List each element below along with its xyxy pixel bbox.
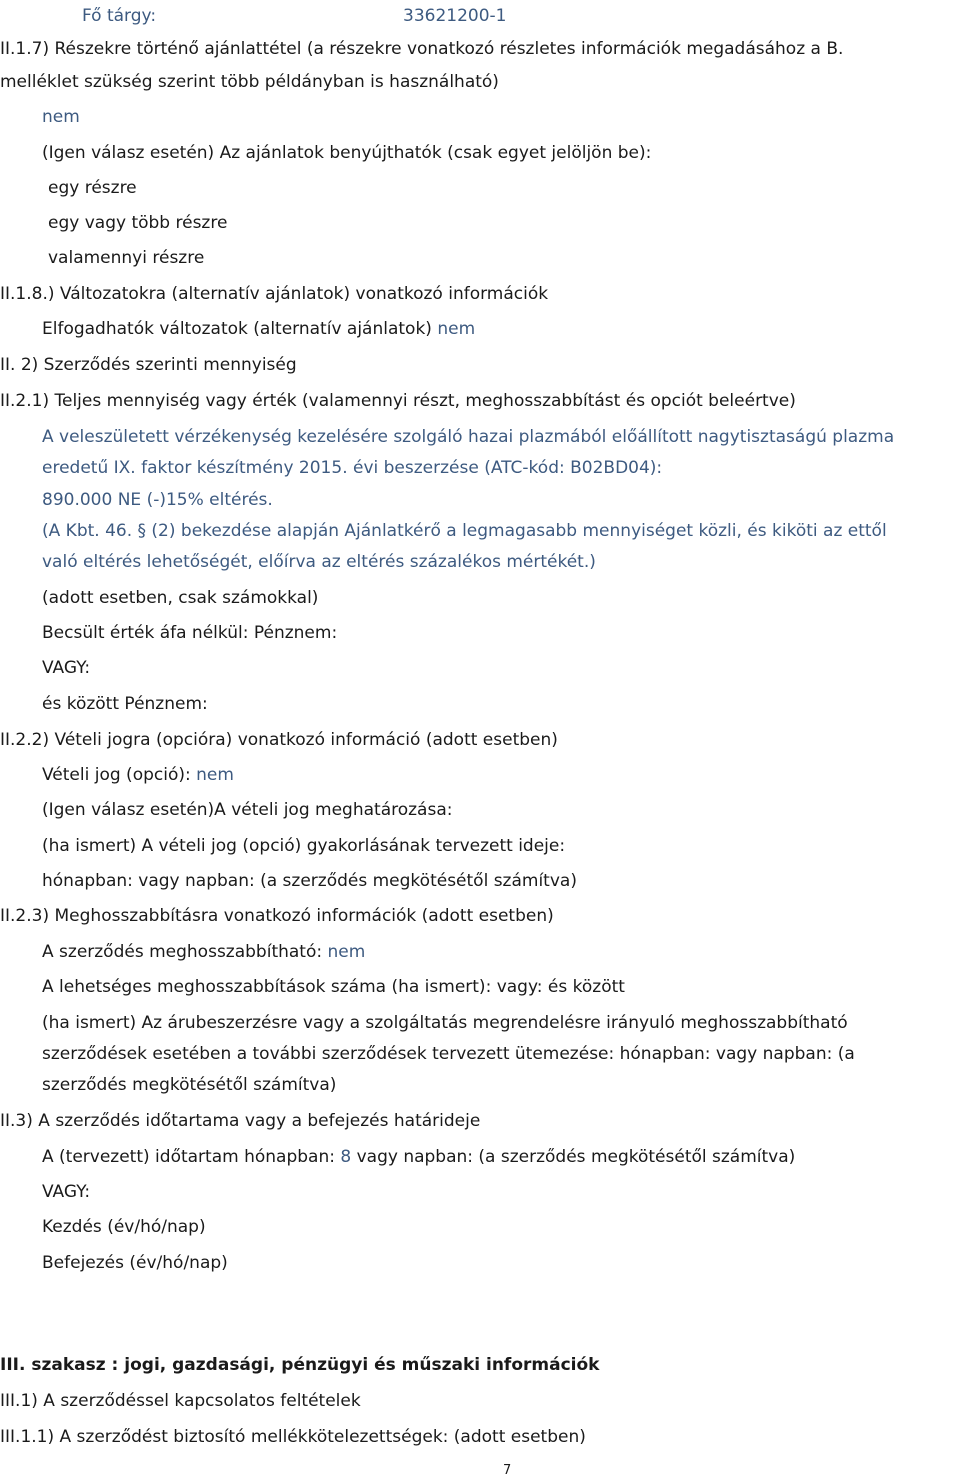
duration-line — [42, 1146, 795, 1168]
duration-pre: A (tervezett) időtartam hónapban: — [42, 1147, 341, 1167]
renewal-note-2: szerződések esetében a további szerződések tervezett ütemezése: hónapban: vagy napban: (a — [42, 1044, 855, 1064]
numbers-only-note: (adott esetben, csak számokkal) — [42, 588, 319, 608]
variants-line — [42, 318, 475, 340]
section-2-1-7-title-cont: melléklet szükség szerint több példányban is használható) — [0, 72, 499, 92]
quantity-desc-3: 890.000 NE (-)15% eltérés. — [42, 490, 273, 510]
variants-label: Elfogadhatók változatok (alternatív ajánlatok) — [42, 319, 438, 339]
renewal-note-1: (ha ismert) Az árubeszerzésre vagy a szolgáltatás megrendelésre irányuló meghosszabbítható — [42, 1013, 848, 1033]
section-3-1-title: III.1) A szerződéssel kapcsolatos feltételek — [0, 1391, 361, 1411]
section-2-3-title: II.3) A szerződés időtartama vagy a befejezés határideje — [0, 1111, 481, 1131]
renewal-count: A lehetséges meghosszabbítások száma (ha ismert): vagy: és között — [42, 977, 625, 997]
renewal-answer: nem — [327, 942, 366, 962]
subject-code: 33621200-1 — [403, 6, 507, 26]
section-2-2-3-title: II.2.3) Meghosszabbításra vonatkozó információk (adott esetben) — [0, 906, 554, 926]
start-date: Kezdés (év/hó/nap) — [42, 1217, 206, 1237]
option-label: Vételi jog (opció): — [42, 765, 197, 785]
option-months-days: hónapban: vagy napban: (a szerződés megkötésétől számítva) — [42, 871, 577, 891]
option-all-parts: valamennyi részre — [48, 248, 205, 268]
estimated-value: Becsült érték áfa nélkül: Pénznem: — [42, 623, 338, 643]
variants-answer: nem — [437, 319, 476, 339]
duration-post: vagy napban: (a szerződés megkötésétől számítva) — [351, 1147, 796, 1167]
section-2-2-1-title: II.2.1) Teljes mennyiség vagy érték (valamennyi részt, meghosszabbítást és opciót beleértve) — [0, 391, 796, 411]
quantity-desc-1: A veleszületett vérzékenység kezelésére szolgáló hazai plazmából előállított nagytisztaságú plazma — [42, 427, 895, 447]
renewal-note-3: szerződés megkötésétől számítva) — [42, 1075, 337, 1095]
duration-or: VAGY: — [42, 1182, 91, 1202]
subject-label: Fő tárgy: — [82, 6, 157, 26]
section-2-2-2-title: II.2.2) Vételi jogra (opcióra) vonatkozó információ (adott esetben) — [0, 730, 558, 750]
option-answer: nem — [196, 765, 234, 785]
section-3-title: III. szakasz : jogi, gazdasági, pénzügyi és műszaki információk — [0, 1355, 600, 1375]
section-3-1-1-title: III.1.1) A szerződést biztosító mellékkötelezettségek: (adott esetben) — [0, 1427, 586, 1447]
or-label: VAGY: — [42, 658, 91, 678]
section-2-1-7-title: II.1.7) Részekre történő ajánlattétel (a részekre vonatkozó részletes információk megadásához a B. — [0, 39, 844, 59]
quantity-desc-4: (A Kbt. 46. § (2) bekezdése alapján Ajánlatkérő a legmagasabb mennyiséget közli, és kiköti az ettől — [42, 521, 887, 541]
option-line — [42, 764, 234, 786]
end-date: Befejezés (év/hó/nap) — [42, 1253, 228, 1273]
page-number: 7 — [503, 1463, 512, 1478]
option-one-part: egy részre — [48, 178, 137, 198]
option-timing: (ha ismert) A vételi jog (opció) gyakorlásának tervezett ideje: — [42, 836, 566, 856]
quantity-desc-2: eredetű IX. faktor készítmény 2015. évi beszerzése (ATC-kód: B02BD04): — [42, 458, 663, 478]
duration-months: 8 — [340, 1147, 352, 1167]
renewal-line — [42, 941, 365, 963]
renewal-label: A szerződés meghosszabbítható: — [42, 942, 328, 962]
option-one-or-more: egy vagy több részre — [48, 213, 228, 233]
option-definition: (Igen válasz esetén)A vételi jog meghatározása: — [42, 800, 453, 820]
quantity-desc-5: való eltérés lehetőségét, előírva az eltérés százalékos mértékét.) — [42, 552, 596, 572]
section-2-2-title: II. 2) Szerződés szerinti mennyiség — [0, 355, 297, 375]
parts-if-yes: (Igen válasz esetén) Az ajánlatok benyújthatók (csak egyet jelöljön be): — [42, 143, 652, 163]
section-2-1-8-title: II.1.8.) Változatokra (alternatív ajánlatok) vonatkozó információk — [0, 284, 549, 304]
parts-answer: nem — [42, 107, 80, 127]
range-currency: és között Pénznem: — [42, 694, 208, 714]
